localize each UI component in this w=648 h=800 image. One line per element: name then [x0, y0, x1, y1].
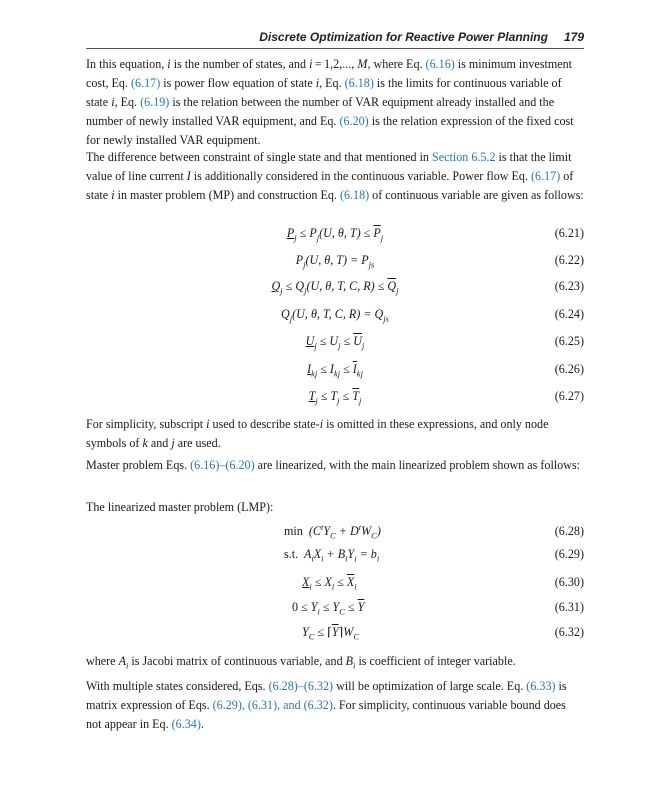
equation-6-26-body: $I_{kj} \le I_{kj} \le \overline{I}_{kj}$ [307, 362, 363, 379]
equation-6-24 [86, 307, 584, 327]
eq-link-6-29-6-31-6-32[interactable]: (6.29), (6.31), and (6.32) [212, 698, 333, 712]
equation-6-22-number: (6.22) [554, 253, 584, 267]
eq-link-6-17[interactable]: (6.17) [131, 76, 161, 90]
eq-link-6-16[interactable]: (6.16) [425, 57, 455, 71]
equation-6-23 [86, 279, 584, 299]
equation-6-29-number: (6.29) [554, 547, 584, 561]
eq-link-6-18b[interactable]: (6.18) [339, 188, 370, 202]
paragraph-jacobi: where $A_i$ is Jacobi matrix of continuous variable, and $B_i$ is coefficient of integer variable. [86, 654, 516, 671]
equation-6-32-number: (6.32) [554, 625, 584, 639]
equation-6-21-number: (6.21) [554, 226, 584, 240]
equation-6-21-body: $P_j \le P_j(U$, θ, $T) \le \overline{P}_j$ [286, 226, 384, 243]
equation-6-22 [86, 253, 584, 273]
equation-6-32 [86, 625, 584, 645]
page-number: 179 [563, 30, 584, 44]
equation-6-27-body: $T_j \le T_j \le \overline{T}_j$ [308, 389, 362, 406]
running-header [86, 30, 584, 44]
equation-6-31-number: (6.31) [554, 600, 584, 614]
running-title: Discrete Optimization for Reactive Power Planning [259, 30, 548, 44]
equation-6-25-body: $U_j \le U_j \le \overline{U}_j$ [305, 334, 365, 351]
paragraph-multiple-states: With multiple states considered, Eqs. (6.28)–(6.32) will be optimization of large scale. Eq. (6.33) is matrix expression of Eqs. (6.29), (6.31), and (6.32). For simplicity, continuous variable bound does not appear in Eq. (6.34). [86, 679, 567, 731]
equation-6-22-body: $P_j(U$, θ, $T) = P_{js}$ [295, 253, 375, 270]
equation-6-24-number: (6.24) [554, 307, 584, 321]
header-rule [86, 48, 584, 49]
section-link-6-5-2[interactable]: Section 6.5.2 [432, 150, 496, 164]
equation-6-32-body: $Y_C$ ≤ $⌈\overline{Y}⌉W_C$ [302, 625, 360, 642]
equation-6-23-number: (6.23) [554, 279, 584, 293]
equation-6-24-body: $Q_j(U$, θ, T, C, $R) = Q_{js}$ [281, 307, 389, 324]
equation-6-28-body: $\min (C^tY_C + D^tW_C)$ [284, 521, 381, 541]
eq-link-6-20[interactable]: (6.20) [339, 114, 369, 128]
eq-link-6-33[interactable]: (6.33) [526, 679, 556, 693]
equation-6-21 [86, 226, 584, 246]
equation-6-26 [86, 362, 584, 382]
equation-6-30 [86, 575, 584, 595]
equation-6-29 [86, 547, 584, 567]
equation-6-27-number: (6.27) [554, 389, 584, 403]
equation-6-25 [86, 334, 584, 354]
equation-6-26-number: (6.26) [554, 362, 584, 376]
eq-link-6-19[interactable]: (6.19) [140, 95, 170, 109]
eq-link-6-34[interactable]: (6.34) [171, 717, 201, 731]
eq-link-6-16-6-20[interactable]: (6.16)–(6.20) [190, 458, 255, 472]
paragraph-simplicity-subscript: For simplicity, subscript i used to describe state-i is omitted in these expressions, and only node symbols of k and j are used. [86, 417, 549, 450]
equation-6-23-body: $Q_j \le Q_j(U$, θ, T, C, $R) \le \overline{Q}_j$ [271, 279, 399, 296]
paragraph-lmp-heading: The linearized master problem (LMP): [86, 500, 274, 514]
equation-6-25-number: (6.25) [554, 334, 584, 348]
equation-6-31-body: $0 \le Y_i \le Y_C \le \overline{Y}$ [292, 600, 365, 617]
eq-link-6-17b[interactable]: (6.17) [531, 169, 561, 183]
paragraph-linearized: Master problem Eqs. (6.16)–(6.20) are linearized, with the main linearized problem shown as follows: [86, 458, 581, 472]
equation-6-27 [86, 389, 584, 409]
eq-link-6-18[interactable]: (6.18) [344, 76, 374, 90]
equation-6-31 [86, 600, 584, 620]
equation-6-30-number: (6.30) [554, 575, 584, 589]
equation-6-29-body: s.t. $A_iX_i + B_iY_i = b_i$ [284, 547, 380, 564]
equation-6-30-body: $X_i \le X_i \le \overline{X}_i$ [302, 575, 357, 592]
equation-6-28-number: (6.28) [554, 524, 584, 538]
equation-6-28 [86, 521, 584, 544]
paragraph-single-state-difference: The difference between constraint of single state and that mentioned in Section 6.5.2 is that the limit value of line current I is additionally considered in the continuous variable. Power flow Eq. (6.17) of state i in master problem (MP) and construction Eq. (6.18) of continuous variable are given as follows: [86, 150, 584, 202]
eq-link-6-28-6-32[interactable]: (6.28)–(6.32) [268, 679, 334, 693]
paragraph-state-definitions: In this equation, i is the number of states, and i = 1,2,..., M, where Eq. (6.16) is minimum investment cost, Eq. (6.17) is power flow equation of state i, Eq. (6.18) is the limits for continuous variable of state i, Eq. (6.19) is the relation between the number of VAR equipment already installed and the number of newly installed VAR equipment, and Eq. (6.20) is the relation expression of the fixed cost for newly installed VAR equipment. [86, 57, 574, 147]
